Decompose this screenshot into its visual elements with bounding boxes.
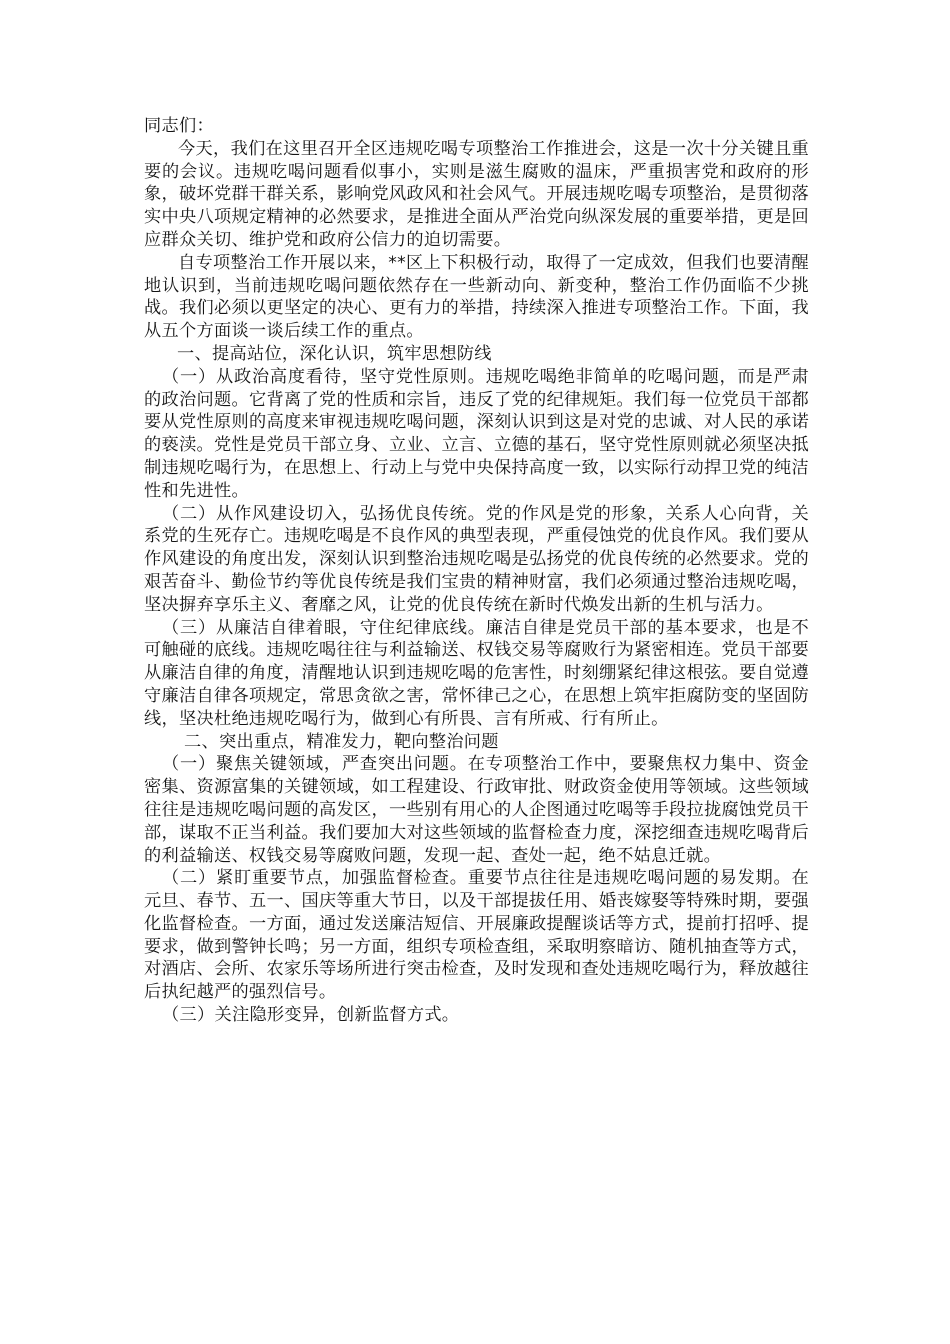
intro-paragraph-2: 自专项整治工作开展以来，**区上下积极行动，取得了一定成效，但我们也要清醒地认识到，当前违规吃喝问题依然存在一些新动向、新变种，整治工作仍面临不少挑战。我们必须以更坚定的决心、更有力的举措，持续深入推进专项整治工作。下面，我从五个方面谈一谈后续工作的重点。 — [144, 252, 809, 342]
section-2-heading: 二、突出重点，精准发力，靶向整治问题 — [184, 731, 499, 752]
salutation: 同志们： — [144, 116, 214, 136]
section-2-item-3: （三）关注隐形变异，创新监督方式。 — [162, 1005, 460, 1026]
section-1-item-1: （一）从政治高度看待，坚守党性原则。违规吃喝绝非简单的吃喝问题，而是严肃的政治问题。它背离了党的性质和宗旨，违反了党的纪律规矩。我们每一位党员干部都要从党性原则的高度来审视违规吃喝问题，深刻认识到这是对党的忠诚、对人民的承诺的亵渎。党性是党员干部立身、立业、立言、立德的基石，坚守党性原则就必须坚决抵制违规吃喝行为，在思想上、行动上与党中央保持高度一致，以实际行动捍卫党的纯洁性和先进性。 — [144, 366, 809, 501]
intro-paragraph-1: 今天，我们在这里召开全区违规吃喝专项整治工作推进会，这是一次十分关键且重要的会议。违规吃喝问题看似事小，实则是滋生腐败的温床，严重损害党和政府的形象，破坏党群干群关系，影响党风政风和社会风气。开展违规吃喝专项整治，是贯彻落实中央八项规定精神的必然要求，是推进全面从严治党向纵深发展的重要举措，更是回应群众关切、维护党和政府公信力的迫切需要。 — [144, 138, 809, 250]
document-body — [144, 115, 809, 1027]
section-2-item-2: （二）紧盯重要节点，加强监督检查。重要节点往往是违规吃喝问题的易发期。在元旦、春节、五一、国庆等重大节日，以及干部提拔任用、婚丧嫁娶等特殊时期，要强化监督检查。一方面，通过发送廉洁短信、开展廉政提醒谈话等方式，提前打招呼、提要求，做到警钟长鸣；另一方面，组织专项检查组，采取明察暗访、随机抽查等方式，对酒店、会所、农家乐等场所进行突击检查，及时发现和查处违规吃喝行为，释放越往后执纪越严的强烈信号。 — [144, 868, 809, 1003]
section-1-heading: 一、提高站位，深化认识，筑牢思想防线 — [177, 343, 492, 364]
section-1-item-3: （三）从廉洁自律着眼，守住纪律底线。廉洁自律是党员干部的基本要求，也是不可触碰的底线。违规吃喝往往与利益输送、权钱交易等腐败行为紧密相连。党员干部要从廉洁自律的角度，清醒地认识到违规吃喝的危害性，时刻绷紧纪律这根弦。要自觉遵守廉洁自律各项规定，常思贪欲之害，常怀律己之心，在思想上筑牢拒腐防变的坚固防线，坚决杜绝违规吃喝行为，做到心有所畏、言有所戒、行有所止。 — [144, 617, 809, 729]
section-1-item-2: （二）从作风建设切入，弘扬优良传统。党的作风是党的形象，关系人心向背，关系党的生死存亡。违规吃喝是不良作风的典型表现，严重侵蚀党的优良作风。我们要从作风建设的角度出发，深刻认识到整治违规吃喝是弘扬党的优良传统的必然要求。党的艰苦奋斗、勤俭节约等优良传统是我们宝贵的精神财富，我们必须通过整治违规吃喝，坚决摒弃享乐主义、奢靡之风，让党的优良传统在新时代焕发出新的生机与活力。 — [144, 503, 809, 615]
section-2-item-1: （一）聚焦关键领域，严查突出问题。在专项整治工作中，要聚焦权力集中、资金密集、资源富集的关键领域，如工程建设、行政审批、财政资金使用等领域。这些领域往往是违规吃喝问题的高发区，一些别有用心的人企图通过吃喝等手段拉拢腐蚀党员干部，谋取不正当利益。我们要加大对这些领域的监督检查力度，深挖细查违规吃喝背后的利益输送、权钱交易等腐败问题，发现一起、查处一起，绝不姑息迁就。 — [144, 754, 809, 866]
